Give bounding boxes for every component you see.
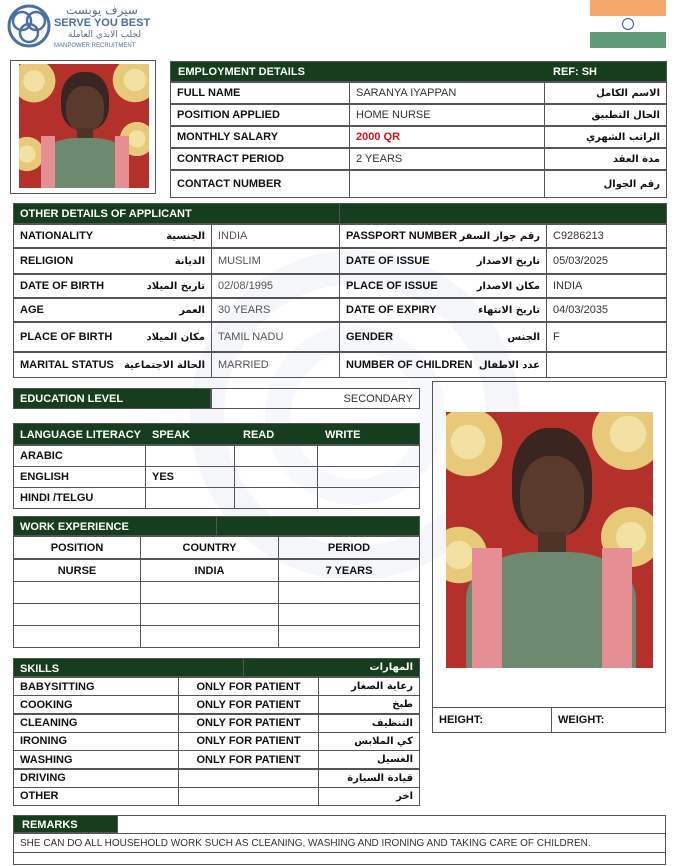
- skill-value-1: [178, 695, 319, 714]
- work-period-0-text: 7 YEARS: [325, 564, 373, 577]
- emp-ar-3-text: مدة العقد: [612, 153, 660, 165]
- lang-write-0: [317, 445, 420, 467]
- skill-value-2-text: ONLY FOR PATIENT: [196, 717, 301, 730]
- other-left-ar-0: الجنسية: [166, 230, 205, 242]
- emp-label-1-text: POSITION APPLIED: [177, 109, 280, 121]
- skill-label-2: [13, 714, 179, 733]
- other-right-label-0: [339, 224, 547, 248]
- other-right-label-2: [339, 274, 547, 298]
- skill-ar-3-text: كي الملابس: [354, 735, 413, 747]
- height-field: HEIGHT:: [432, 707, 552, 733]
- skill-ar-0: [318, 677, 420, 696]
- other-left-value-3: [211, 298, 340, 322]
- weight-field: WEIGHT:: [551, 707, 666, 733]
- other-left-label-0-text: NATIONALITY: [20, 230, 94, 242]
- other-left-value-1-text: MUSLIM: [218, 255, 261, 267]
- work-period-1: [278, 581, 420, 604]
- work-header-period-text: PERIOD: [327, 541, 371, 554]
- emp-value-3-text: 2 YEARS: [356, 153, 403, 165]
- skill-ar-5-text: قيادة السيارة: [347, 772, 413, 784]
- skill-ar-0-text: رعاية الصغار: [351, 681, 413, 692]
- logo-arabic-sub: لجلب الايدي العاملة: [68, 30, 141, 40]
- other-left-ar-5: الحالة الاجتماعية: [123, 359, 205, 371]
- emp-ar-0: [544, 82, 667, 104]
- work-position-2: [13, 603, 141, 626]
- skill-value-1-text: ONLY FOR PATIENT: [196, 698, 301, 711]
- emp-ar-4: [544, 170, 667, 198]
- other-left-value-4-text: TAMIL NADU: [218, 331, 284, 343]
- skill-ar-1: [318, 695, 420, 714]
- employment-details-header: [170, 61, 667, 82]
- emp-ar-1: [544, 104, 667, 126]
- lang-header-speak: SPEAK: [152, 429, 190, 441]
- skill-ar-4-text: الغسيل: [376, 754, 413, 766]
- logo-emblem-icon: [6, 3, 52, 49]
- work-country-1: [140, 581, 279, 604]
- lang-write-1: [317, 466, 420, 488]
- other-right-value-1: [546, 248, 667, 274]
- lang-header-read: READ: [243, 429, 275, 441]
- emp-label-0: [170, 82, 350, 104]
- logo-sub: MANPOWER RECRUITMENT: [54, 43, 136, 49]
- skill-ar-4: [318, 750, 420, 769]
- other-left-label-2: [13, 274, 212, 298]
- ref-label: REF: SH: [553, 66, 597, 78]
- other-left-value-0-text: INDIA: [218, 230, 248, 242]
- skill-value-5: [178, 769, 319, 788]
- skills-title: SKILLS: [20, 663, 60, 675]
- other-right-label-0-text: PASSPORT NUMBER: [346, 230, 458, 242]
- education-level-label: EDUCATION LEVEL: [13, 388, 211, 409]
- applicant-photo-large: [446, 412, 653, 668]
- skill-value-3-text: ONLY FOR PATIENT: [196, 735, 301, 748]
- other-right-label-4: [339, 322, 547, 352]
- other-right-label-1: [339, 248, 547, 274]
- skill-label-4: [13, 750, 179, 769]
- education-level-value: SECONDARY: [211, 388, 420, 409]
- lang-speak-0: [145, 445, 235, 467]
- skill-ar-2: [318, 714, 420, 733]
- work-header-position: [13, 536, 141, 559]
- other-left-value-2: [211, 274, 340, 298]
- other-left-label-3: [13, 298, 212, 322]
- other-left-value-5: [211, 352, 340, 378]
- other-left-value-1: [211, 248, 340, 274]
- other-right-value-1-text: 05/03/2025: [553, 255, 609, 267]
- skill-ar-2-text: التنظيف: [371, 717, 413, 729]
- applicant-photo-small: [19, 64, 149, 188]
- emp-label-1: [170, 104, 350, 126]
- india-flag-icon: [590, 0, 666, 48]
- work-period-0: [278, 559, 420, 582]
- emp-value-2-text: 2000 QR: [356, 131, 401, 143]
- lang-lang-1: [13, 466, 146, 488]
- emp-value-0: [349, 82, 545, 104]
- emp-value-3: [349, 148, 545, 170]
- other-details-header: [13, 203, 667, 224]
- other-right-ar-2: مكان الاصدار: [476, 280, 540, 292]
- lang-read-0: [234, 445, 318, 467]
- other-right-label-1-text: DATE OF ISSUE: [346, 255, 430, 267]
- emp-label-3-text: CONTRACT PERIOD: [177, 153, 284, 165]
- other-left-label-5-text: MARITAL STATUS: [20, 359, 114, 371]
- company-logo: [6, 3, 156, 51]
- skill-value-2: [178, 714, 319, 733]
- work-position-1: [13, 581, 141, 604]
- other-left-label-4-text: PLACE OF BIRTH: [20, 331, 113, 343]
- skill-ar-1-text: طبخ: [392, 699, 413, 711]
- skill-value-4-text: ONLY FOR PATIENT: [196, 753, 301, 766]
- skill-value-3: [178, 732, 319, 751]
- emp-ar-1-text: الحال التطبيق: [591, 109, 660, 121]
- lang-lang-0-text: ARABIC: [20, 450, 63, 462]
- lang-write-2: [317, 487, 420, 509]
- other-left-value-3-text: 30 YEARS: [218, 304, 271, 316]
- work-period-3: [278, 625, 420, 648]
- other-left-ar-3: العمر: [179, 304, 205, 316]
- other-right-ar-4: الجنس: [507, 331, 540, 343]
- emp-value-0-text: SARANYA IYAPPAN: [356, 87, 457, 99]
- work-position-0: [13, 559, 141, 582]
- other-right-ar-1: تاريخ الاصدار: [476, 255, 540, 267]
- other-left-ar-2: تاريخ الميلاد: [146, 280, 205, 292]
- other-left-ar-1: الديانة: [174, 255, 205, 267]
- other-right-value-4-text: F: [553, 331, 560, 343]
- other-left-ar-4: مكان الميلاد: [146, 331, 205, 343]
- skill-value-0-text: ONLY FOR PATIENT: [196, 680, 301, 693]
- other-right-value-0: [546, 224, 667, 248]
- other-right-value-2: [546, 274, 667, 298]
- lang-lang-0: [13, 445, 146, 467]
- work-country-2: [140, 603, 279, 626]
- other-left-value-4: [211, 322, 340, 352]
- emp-label-4: [170, 170, 350, 198]
- skill-label-3: [13, 732, 179, 751]
- other-right-value-3: [546, 298, 667, 322]
- emp-label-0-text: FULL NAME: [177, 87, 241, 99]
- other-right-value-5: [546, 352, 667, 378]
- remarks-title: REMARKS: [22, 819, 78, 831]
- other-left-label-0: [13, 224, 212, 248]
- other-left-label-3-text: AGE: [20, 304, 44, 316]
- emp-value-1: [349, 104, 545, 126]
- lang-header-write: WRITE: [325, 429, 361, 441]
- other-right-label-5: [339, 352, 547, 378]
- other-right-value-3-text: 04/03/2035: [553, 304, 609, 316]
- work-header-position-text: POSITION: [50, 541, 104, 554]
- lang-lang-2: [13, 487, 146, 509]
- skill-label-0-text: BABYSITTING: [20, 680, 95, 693]
- other-right-label-4-text: GENDER: [346, 331, 394, 343]
- other-left-label-4: [13, 322, 212, 352]
- skill-ar-6: [318, 787, 420, 806]
- other-right-value-4: [546, 322, 667, 352]
- employment-details-title: EMPLOYMENT DETAILS: [178, 66, 305, 78]
- skill-label-1: [13, 695, 179, 714]
- skill-label-5: [13, 769, 179, 788]
- skill-ar-5: [318, 769, 420, 788]
- other-left-value-0: [211, 224, 340, 248]
- skill-label-0: [13, 677, 179, 696]
- skill-label-3-text: IRONING: [20, 735, 68, 748]
- emp-ar-0-text: الاسم الكامل: [596, 87, 660, 99]
- emp-ar-2-text: الراتب الشهري: [586, 131, 660, 143]
- other-right-ar-3: تاريخ الانتهاء: [478, 304, 540, 316]
- logo-arabic: سيرف يوبست: [66, 3, 138, 17]
- skill-value-6: [178, 787, 319, 806]
- work-experience-title: WORK EXPERIENCE: [20, 521, 129, 533]
- skill-label-6-text: OTHER: [20, 790, 59, 803]
- work-period-2: [278, 603, 420, 626]
- skills-title-ar: المهارات: [369, 662, 413, 673]
- lang-speak-2: [145, 487, 235, 509]
- other-right-label-3-text: DATE OF EXPIRY: [346, 304, 437, 316]
- other-left-label-2-text: DATE OF BIRTH: [20, 280, 105, 292]
- work-position-3: [13, 625, 141, 648]
- other-right-label-3: [339, 298, 547, 322]
- skill-label-5-text: DRIVING: [20, 772, 66, 784]
- emp-ar-2: [544, 126, 667, 148]
- other-details-title: OTHER DETAILS OF APPLICANT: [20, 208, 192, 220]
- emp-label-2: [170, 126, 350, 148]
- other-left-value-5-text: MARRIED: [218, 359, 269, 371]
- skill-label-1-text: COOKING: [20, 698, 73, 711]
- emp-ar-3: [544, 148, 667, 170]
- lang-speak-1: [145, 466, 235, 488]
- other-right-label-5-text: NUMBER OF CHILDREN: [346, 359, 473, 371]
- other-right-value-2-text: INDIA: [553, 280, 583, 292]
- other-right-ar-5: عدد الاطفال: [478, 359, 540, 371]
- skills-header: [13, 658, 420, 677]
- work-position-0-text: NURSE: [57, 564, 97, 577]
- skill-ar-3: [318, 732, 420, 751]
- skill-value-0: [178, 677, 319, 696]
- work-country-0-text: INDIA: [194, 564, 225, 577]
- other-right-value-0-text: C9286213: [553, 230, 604, 242]
- work-country-3: [140, 625, 279, 648]
- other-right-ar-0: رقم جواز السفر: [459, 230, 540, 242]
- remarks-text: SHE CAN DO ALL HOUSEHOLD WORK SUCH AS CLEANING, WASHING AND IRONING AND TAKING CARE OF CHILDREN.: [13, 833, 666, 853]
- lang-header-language: LANGUAGE LITERACY: [20, 429, 141, 441]
- skill-label-6: [13, 787, 179, 806]
- work-header-country: [140, 536, 279, 559]
- lang-lang-1-text: ENGLISH: [20, 471, 69, 483]
- skill-label-2-text: CLEANING: [20, 717, 78, 730]
- lang-lang-2-text: HINDI /TELGU: [20, 492, 94, 504]
- skill-value-4: [178, 750, 319, 769]
- other-left-label-1: [13, 248, 212, 274]
- other-left-label-5: [13, 352, 212, 378]
- skill-ar-6-text: اخر: [396, 790, 413, 802]
- emp-value-4: [349, 170, 545, 198]
- work-header-country-text: COUNTRY: [182, 541, 237, 554]
- language-literacy-header: [13, 423, 420, 445]
- emp-label-4-text: CONTACT NUMBER: [177, 178, 282, 190]
- emp-value-2: [349, 126, 545, 148]
- lang-read-2: [234, 487, 318, 509]
- logo-english: SERVE YOU BEST: [54, 17, 151, 29]
- work-experience-header: [13, 516, 420, 536]
- skill-label-4-text: WASHING: [20, 753, 73, 766]
- work-header-period: [278, 536, 420, 559]
- lang-read-1: [234, 466, 318, 488]
- lang-speak-1-text: YES: [152, 471, 175, 483]
- emp-label-2-text: MONTHLY SALARY: [177, 131, 279, 143]
- emp-value-1-text: HOME NURSE: [356, 109, 431, 121]
- work-country-0: [140, 559, 279, 582]
- other-left-value-2-text: 02/08/1995: [218, 280, 274, 292]
- emp-label-3: [170, 148, 350, 170]
- emp-ar-4-text: رقم الجوال: [603, 178, 660, 190]
- other-left-label-1-text: RELIGION: [20, 255, 74, 267]
- other-right-label-2-text: PLACE OF ISSUE: [346, 280, 438, 292]
